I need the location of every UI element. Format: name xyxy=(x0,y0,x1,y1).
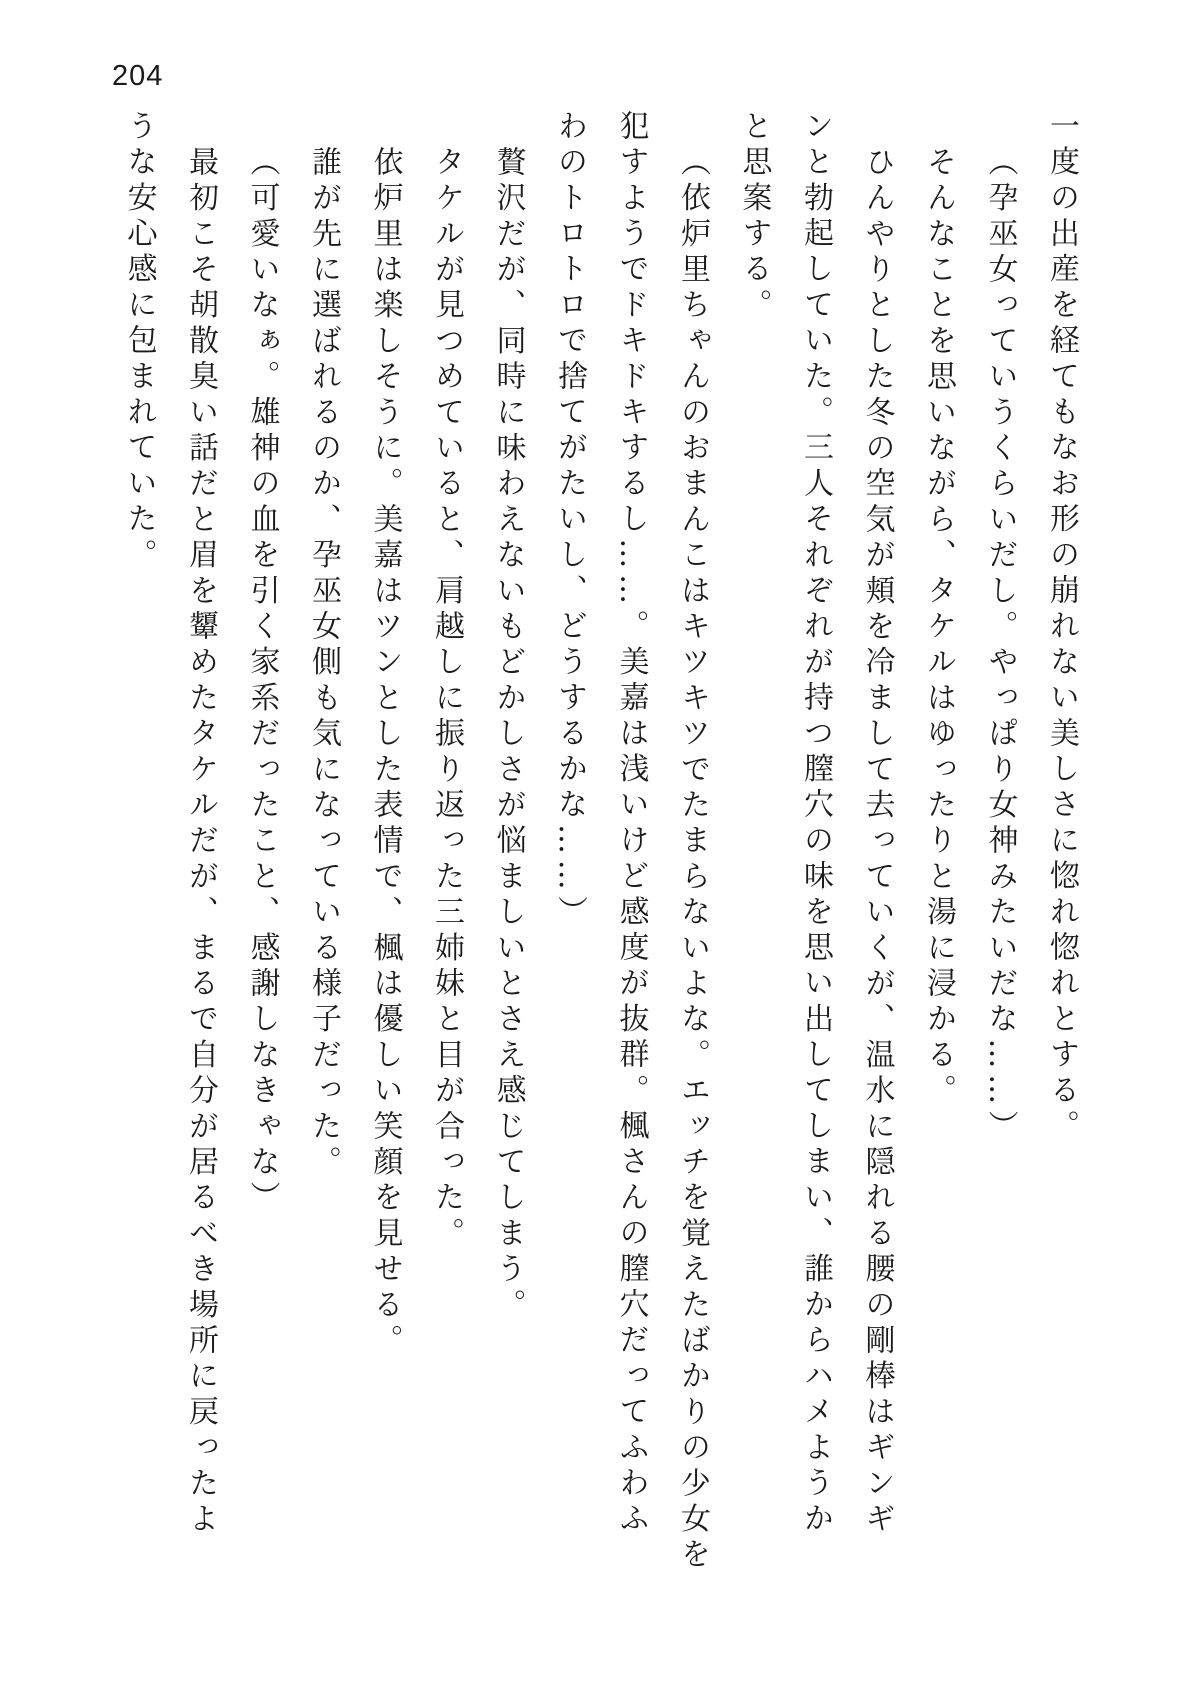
text-line: 依炉里は楽しそうに。美嘉はツンとした表情で、楓は優しい笑顔を見せる。 xyxy=(367,145,403,1360)
text-line: 贅沢だが、同時に味わえないもどかしさが悩ましいとさえ感じてしまう。 xyxy=(490,145,526,1324)
text-line: うな安心感に包まれていた。 xyxy=(121,110,157,575)
text-line: ンと勃起していた。三人それぞれが持つ膣穴の味を思い出してしまい、誰からハメようか xyxy=(798,110,833,1538)
text-line: 犯すようでドキドキするし……。美嘉は浅いけど感度が抜群。楓さんの膣穴だってふわふ xyxy=(613,110,649,1538)
text-line: と思案する。 xyxy=(736,110,772,325)
text-line: 一度の出産を経てもなお形の崩れない美しさに惚れ惚れとする。 xyxy=(1044,110,1079,1146)
text-line: （孕巫女っていうくらいだし。やっぱり女神みたいだな……） xyxy=(982,145,1018,1146)
text-line: 誰が先に選ばれるのか、孕巫女側も気になっている様子だった。 xyxy=(306,145,341,1181)
text-line: 最初こそ胡散臭い話だと眉を顰めたタケルだが、まるで自分が居るべき場所に戻ったよ xyxy=(183,145,218,1538)
text-line: タケルが見つめていると、肩越しに振り返った三姉妹と目が合った。 xyxy=(429,145,464,1253)
text-line: ひんやりとした冬の空気が頬を冷まして去っていくが、温水に隠れる腰の剛棒はギンギ xyxy=(859,145,895,1538)
page-number: 204 xyxy=(112,60,164,92)
text-line: （依炉里ちゃんのおまんこはキツキツでたまらないよな。エッチを覚えたばかりの少女を xyxy=(675,145,710,1574)
vertical-text-block xyxy=(108,110,1092,1574)
text-line: そんなことを思いながら、タケルはゆったりと湯に浸かる。 xyxy=(921,145,956,1110)
text-line: わのトロトロで捨てがたいし、どうするかな……） xyxy=(552,110,587,932)
text-line: （可愛いなぁ。雄神の血を引く家系だったこと、感謝しなきゃな） xyxy=(244,145,280,1217)
